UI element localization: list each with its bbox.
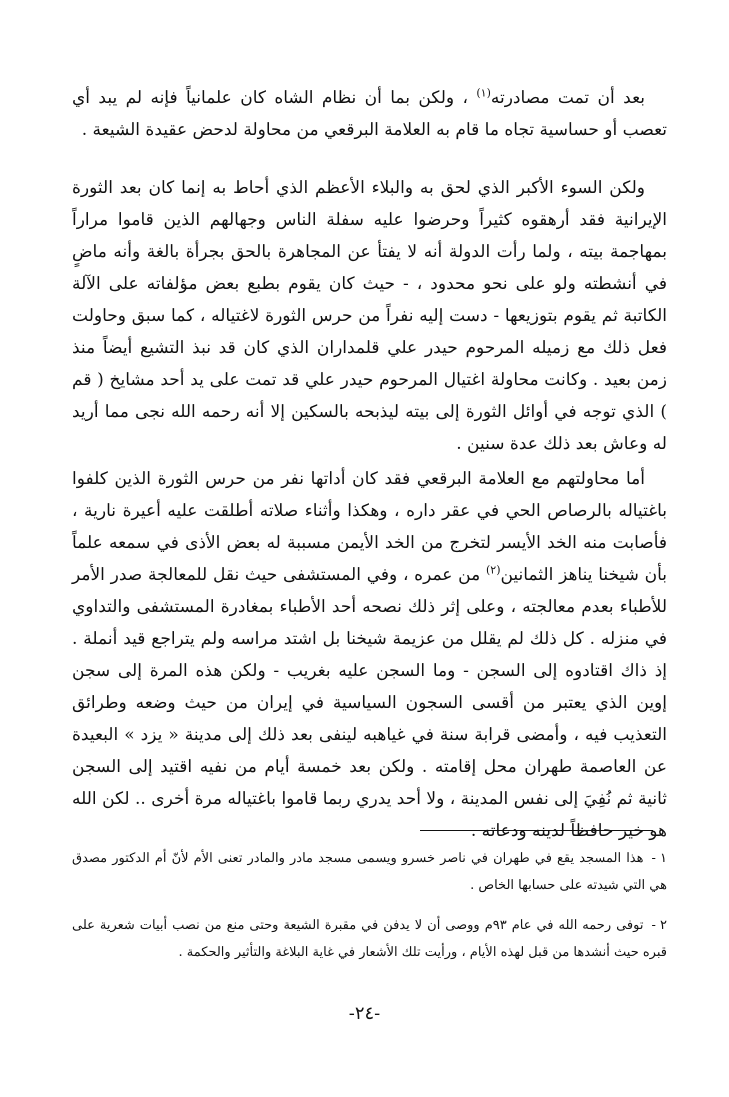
paragraph-block-3 [72,463,667,847]
footnote-text-1: هذا المسجد يقع في طهران في ناصر خسرو ويسمى مسجد مادر والمادر تعنى الأم لأنّ أم الدكتور مصدق هي التي شيدته على حسابها الخاص . [72,851,667,893]
paragraph-2: ولكن السوء الأكبر الذي لحق به والبلاء الأعظم الذي أحاط به إنما كان بعد الثورة الإيرانية فقد أرهقوه كثيراً وحرضوا عليه سفلة الناس وجهالهم الذين قاموا مراراً بمهاجمة بيته ، ولما رأت الدولة أنه لا يفتأ عن المجاهرة بالحق بجرأة بالغة وأنه ماضٍ في أنشطته ولو على نحو محدود ، - حيث كان يقوم بطبع بعض مؤلفاته على الآلة الكاتبة ثم يقوم بتوزيعها - دست إليه نفراً من حرس الثورة لاغتياله ، كما سبق وحاولت فعل ذلك مع زميله المرحوم حيدر علي قلمداران الذي كان قد نبذ التشيع أيضاً منذ زمن بعيد . وكانت محاولة اغتيال المرحوم حيدر علي قد تمت على يد أحد مشايخ ( قم ) الذي توجه في أوائل الثورة إلى بيته ليذبحه بالسكين إلا أنه رحمه الله نجى مما أريد له وعاش بعد ذلك عدة سنين . [72,178,667,454]
footnote-separator [420,830,653,831]
footnote-block-2 [72,912,667,966]
footnote-number-1: ١ - [651,851,667,866]
paragraph-3-text-before-note: أما محاولتهم مع العلامة البرقعي فقد كان أداتها نفر من حرس الثورة الذين كلفوا باغتياله بالرصاص الحي في عقر داره ، وهكذا وأثناء صلاته أطلقت عليه أعيرة نارية ، فأصابت منه الخد الأيسر لتخرج من الخد الأيمن مسببة له بعض الأذى في سمعه علماً بأن شيخنا يناهز الثمانين [72,469,667,585]
footnote-number-2: ٢ - [651,918,667,933]
footnote-1 [72,845,667,899]
paragraph-1 [72,82,667,146]
paragraph-1-text-before-note: بعد أن تمت مصادرته [490,88,645,108]
footnote-reference-1: (١) [476,86,491,100]
paragraph-block-2 [72,172,667,460]
paragraph-3 [72,463,667,847]
footnote-text-2: توفى رحمه الله في عام ٩٣م ووصى أن لا يدفن في مقبرة الشيعة وحتى منع من نصب أبيات شعرية على قبره حيث أنشدها من قبل لهذه الأيام ، ورأيت تلك الأشعار في غاية البلاغة والتأثير والحكمة . [72,918,667,960]
paragraph-3-text-after-note: من عمره ، وفي المستشفى حيث نقل للمعالجة صدر الأمر للأطباء بعدم معالجته ، وعلى إثر ذلك نصحه أحد الأطباء بمغادرة المستشفى والتداوي في منزله . كل ذلك لم يقلل من عزيمة شيخنا بل اشتد مراسه ولم يتراجع قيد أنملة . إذ ذاك اقتادوه إلى السجن - وما السجن عليه بغريب - ولكن هذه المرة إلى سجن إوين الذي يعتبر من أقسى السجون السياسية في إيران من حيث وضعه وطرائق التعذيب فيه ، وأمضى قرابة سنة في غياهبه لينفى بعد ذلك إلى مدينة « يزد » البعيدة عن العاصمة طهران محل إقامته . ولكن بعد خمسة أيام من نفيه اقتيد إلى السجن ثانية ثم نُفِيَ إلى نفس المدينة ، ولا أحد يدري ربما قاموا باغتياله مرة أخرى .. لكن الله هو خير حافظاً لدينه ودعاته . [72,565,667,841]
footnote-2 [72,912,667,966]
paragraph-block-1 [72,82,667,146]
footnote-block-1 [72,845,667,899]
paragraph-1-text-after-note: ، ولكن بما أن نظام الشاه كان علمانياً فإنه لم يبد أي تعصب أو حساسية تجاه ما قام به العلامة البرقعي من محاولة لدحض عقيدة الشيعة . [72,88,667,140]
page-number: -٢٤- [348,1003,381,1024]
footnote-reference-2: (٢) [485,563,501,577]
